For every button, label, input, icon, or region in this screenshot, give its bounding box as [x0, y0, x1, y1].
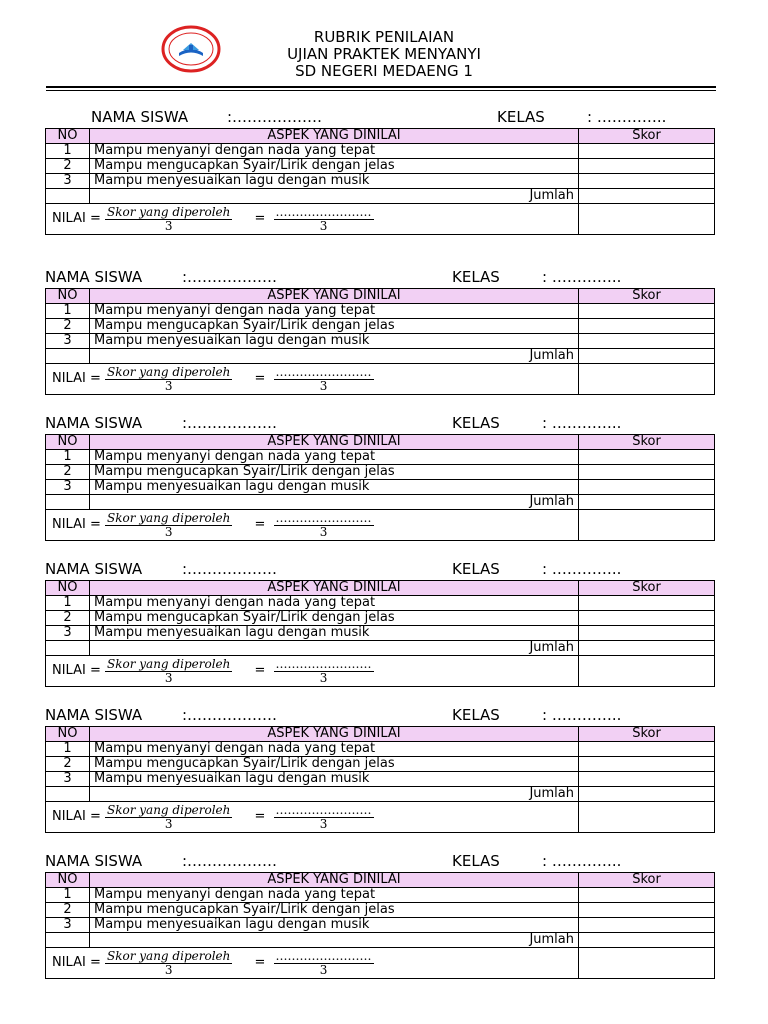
col-skor-header: Skor	[579, 581, 715, 596]
result-denominator: 3	[319, 378, 328, 393]
equals-sign: =	[254, 371, 266, 386]
table-header-row	[46, 129, 715, 144]
result-numerator[interactable]: ……………………	[275, 204, 372, 219]
row-number: 1	[46, 596, 90, 611]
col-skor-header: Skor	[579, 873, 715, 888]
rubric-table	[45, 872, 715, 979]
row-score-cell[interactable]	[579, 480, 715, 495]
result-fraction	[274, 206, 374, 233]
row-number: 1	[46, 888, 90, 903]
table-row	[46, 742, 715, 757]
table-row	[46, 144, 715, 159]
rubric-table	[45, 580, 715, 687]
nama-siswa-label: NAMA SISWA	[45, 852, 143, 870]
row-aspect: Mampu menyesuaikan lagu dengan musik	[90, 918, 579, 933]
col-aspek-header: ASPEK YANG DINILAI	[90, 435, 579, 450]
row-score-cell[interactable]	[579, 159, 715, 174]
result-denominator: 3	[319, 816, 328, 831]
score-fraction	[105, 658, 232, 685]
score-fraction	[105, 366, 232, 393]
nilai-row	[46, 510, 715, 541]
row-score-cell[interactable]	[579, 611, 715, 626]
title-line-3: SD NEGERI MEDAENG 1	[295, 62, 473, 80]
kelas-label: KELAS	[452, 852, 500, 870]
result-numerator[interactable]: ……………………	[275, 656, 372, 671]
row-aspect: Mampu mengucapkan Syair/Lirik dengan jelas	[90, 319, 579, 334]
row-number: 3	[46, 334, 90, 349]
nilai-row	[46, 656, 715, 687]
nilai-score-cell[interactable]	[579, 204, 715, 235]
kelas-field[interactable]: : …………..	[542, 414, 622, 432]
nama-siswa-label: NAMA SISWA	[45, 706, 143, 724]
rubric-table	[45, 434, 715, 541]
nama-siswa-field[interactable]: :………………	[182, 852, 278, 870]
table-row	[46, 626, 715, 641]
rubric-table	[45, 128, 715, 235]
jumlah-empty-cell	[46, 495, 90, 510]
kelas-field[interactable]: : …………..	[587, 108, 667, 126]
row-score-cell[interactable]	[579, 903, 715, 918]
table-row	[46, 918, 715, 933]
row-number: 2	[46, 611, 90, 626]
jumlah-row	[46, 189, 715, 204]
title-line-1: RUBRIK PENILAIAN	[313, 28, 455, 46]
table-row	[46, 174, 715, 189]
title-line-2: UJIAN PRAKTEK MENYANYI	[287, 45, 481, 63]
nilai-label: NILAI =	[52, 371, 101, 386]
table-row	[46, 611, 715, 626]
row-number: 3	[46, 174, 90, 189]
fraction-numerator: Skor yang diperoleh	[107, 656, 231, 671]
row-aspect: Mampu mengucapkan Syair/Lirik dengan jelas	[90, 903, 579, 918]
jumlah-row	[46, 787, 715, 802]
row-aspect: Mampu mengucapkan Syair/Lirik dengan jelas	[90, 757, 579, 772]
row-aspect: Mampu menyesuaikan lagu dengan musik	[90, 174, 579, 189]
jumlah-row	[46, 641, 715, 656]
jumlah-row	[46, 349, 715, 364]
student-rubric-4	[45, 560, 715, 687]
table-row	[46, 450, 715, 465]
jumlah-label: Jumlah	[90, 933, 579, 948]
result-denominator: 3	[319, 524, 328, 539]
row-aspect: Mampu mengucapkan Syair/Lirik dengan jelas	[90, 611, 579, 626]
equals-sign: =	[254, 955, 266, 970]
equals-sign: =	[254, 809, 266, 824]
nama-siswa-field[interactable]: :………………	[182, 268, 278, 286]
row-score-cell[interactable]	[579, 319, 715, 334]
row-number: 1	[46, 304, 90, 319]
row-number: 1	[46, 450, 90, 465]
col-no-header: NO	[46, 289, 90, 304]
jumlah-score-cell[interactable]	[579, 495, 715, 510]
result-denominator: 3	[319, 962, 328, 977]
fraction-numerator: Skor yang diperoleh	[107, 204, 231, 219]
student-rubric-1	[45, 108, 715, 235]
table-row	[46, 465, 715, 480]
jumlah-row	[46, 495, 715, 510]
kelas-field[interactable]: : …………..	[542, 852, 622, 870]
col-skor-header: Skor	[579, 129, 715, 144]
student-info-line	[45, 268, 715, 288]
row-score-cell[interactable]	[579, 757, 715, 772]
col-aspek-header: ASPEK YANG DINILAI	[90, 129, 579, 144]
result-numerator[interactable]: ……………………	[275, 364, 372, 379]
result-fraction	[274, 512, 374, 539]
nama-siswa-label: NAMA SISWA	[45, 414, 143, 432]
nama-siswa-label: NAMA SISWA	[45, 560, 143, 578]
row-number: 2	[46, 903, 90, 918]
col-no-header: NO	[46, 581, 90, 596]
nilai-score-cell[interactable]	[579, 948, 715, 979]
score-fraction	[105, 950, 232, 977]
result-fraction	[274, 804, 374, 831]
row-score-cell[interactable]	[579, 888, 715, 903]
row-score-cell[interactable]	[579, 465, 715, 480]
nilai-score-cell[interactable]	[579, 510, 715, 541]
table-row	[46, 480, 715, 495]
row-aspect: Mampu mengucapkan Syair/Lirik dengan jelas	[90, 465, 579, 480]
result-fraction	[274, 658, 374, 685]
row-number: 2	[46, 465, 90, 480]
result-numerator[interactable]: ……………………	[275, 948, 372, 963]
jumlah-score-cell[interactable]	[579, 189, 715, 204]
jumlah-score-cell[interactable]	[579, 641, 715, 656]
fraction-denominator: 3	[164, 670, 173, 685]
row-score-cell[interactable]	[579, 626, 715, 641]
kelas-field[interactable]: : …………..	[542, 268, 622, 286]
student-rubric-3	[45, 414, 715, 541]
nama-siswa-label: NAMA SISWA	[91, 108, 189, 126]
table-row	[46, 596, 715, 611]
nama-siswa-field[interactable]: :………………	[182, 560, 278, 578]
student-info-line	[45, 108, 715, 128]
nilai-row	[46, 364, 715, 395]
student-rubric-6	[45, 852, 715, 979]
school-logo	[161, 25, 221, 73]
table-row	[46, 757, 715, 772]
row-aspect: Mampu mengucapkan Syair/Lirik dengan jelas	[90, 159, 579, 174]
row-score-cell[interactable]	[579, 742, 715, 757]
kelas-label: KELAS	[452, 560, 500, 578]
score-fraction	[105, 804, 232, 831]
nilai-label: NILAI =	[52, 663, 101, 678]
table-row	[46, 888, 715, 903]
result-numerator[interactable]: ……………………	[275, 802, 372, 817]
jumlah-empty-cell	[46, 641, 90, 656]
document-title	[256, 29, 512, 80]
fraction-numerator: Skor yang diperoleh	[107, 364, 231, 379]
equals-sign: =	[254, 211, 266, 226]
fraction-denominator: 3	[164, 378, 173, 393]
table-header-row	[46, 727, 715, 742]
result-fraction	[274, 366, 374, 393]
jumlah-score-cell[interactable]	[579, 349, 715, 364]
nilai-score-cell[interactable]	[579, 364, 715, 395]
header-rule	[46, 86, 716, 88]
col-no-header: NO	[46, 873, 90, 888]
student-info-line	[45, 414, 715, 434]
table-row	[46, 334, 715, 349]
col-aspek-header: ASPEK YANG DINILAI	[90, 289, 579, 304]
row-score-cell[interactable]	[579, 596, 715, 611]
nama-siswa-field[interactable]: :………………	[227, 108, 323, 126]
row-number: 2	[46, 159, 90, 174]
fraction-numerator: Skor yang diperoleh	[107, 802, 231, 817]
table-header-row	[46, 289, 715, 304]
rubric-table	[45, 726, 715, 833]
col-skor-header: Skor	[579, 289, 715, 304]
result-numerator[interactable]: ……………………	[275, 510, 372, 525]
row-score-cell[interactable]	[579, 174, 715, 189]
jumlah-label: Jumlah	[90, 641, 579, 656]
col-no-header: NO	[46, 129, 90, 144]
row-number: 1	[46, 742, 90, 757]
jumlah-score-cell[interactable]	[579, 933, 715, 948]
jumlah-label: Jumlah	[90, 349, 579, 364]
kelas-label: KELAS	[452, 706, 500, 724]
kelas-label: KELAS	[452, 268, 500, 286]
nilai-label: NILAI =	[52, 809, 101, 824]
jumlah-empty-cell	[46, 787, 90, 802]
rubric-table	[45, 288, 715, 395]
nilai-formula	[46, 802, 579, 833]
row-number: 3	[46, 480, 90, 495]
jumlah-empty-cell	[46, 349, 90, 364]
student-rubric-2	[45, 268, 715, 395]
nilai-formula	[46, 204, 579, 235]
fraction-numerator: Skor yang diperoleh	[107, 510, 231, 525]
jumlah-empty-cell	[46, 189, 90, 204]
nilai-row	[46, 802, 715, 833]
fraction-numerator: Skor yang diperoleh	[107, 948, 231, 963]
result-denominator: 3	[319, 670, 328, 685]
nilai-formula	[46, 364, 579, 395]
row-score-cell[interactable]	[579, 334, 715, 349]
equals-sign: =	[254, 663, 266, 678]
fraction-denominator: 3	[164, 524, 173, 539]
nama-siswa-field[interactable]: :………………	[182, 414, 278, 432]
row-aspect: Mampu menyanyi dengan nada yang tepat	[90, 450, 579, 465]
nilai-score-cell[interactable]	[579, 802, 715, 833]
fraction-denominator: 3	[164, 962, 173, 977]
result-denominator: 3	[319, 218, 328, 233]
nilai-label: NILAI =	[52, 211, 101, 226]
col-aspek-header: ASPEK YANG DINILAI	[90, 581, 579, 596]
col-no-header: NO	[46, 435, 90, 450]
col-aspek-header: ASPEK YANG DINILAI	[90, 873, 579, 888]
table-row	[46, 319, 715, 334]
kelas-field[interactable]: : …………..	[542, 560, 622, 578]
row-score-cell[interactable]	[579, 918, 715, 933]
jumlah-row	[46, 933, 715, 948]
row-aspect: Mampu menyanyi dengan nada yang tepat	[90, 596, 579, 611]
table-header-row	[46, 873, 715, 888]
row-score-cell[interactable]	[579, 144, 715, 159]
student-info-line	[45, 706, 715, 726]
row-aspect: Mampu menyanyi dengan nada yang tepat	[90, 304, 579, 319]
nilai-formula	[46, 948, 579, 979]
row-number: 1	[46, 144, 90, 159]
header-rule-thin	[46, 90, 716, 91]
table-header-row	[46, 581, 715, 596]
student-info-line	[45, 560, 715, 580]
col-skor-header: Skor	[579, 435, 715, 450]
table-header-row	[46, 435, 715, 450]
row-aspect: Mampu menyanyi dengan nada yang tepat	[90, 742, 579, 757]
nilai-row	[46, 948, 715, 979]
score-fraction	[105, 512, 232, 539]
nilai-label: NILAI =	[52, 955, 101, 970]
nilai-label: NILAI =	[52, 517, 101, 532]
row-aspect: Mampu menyanyi dengan nada yang tepat	[90, 888, 579, 903]
col-no-header: NO	[46, 727, 90, 742]
score-fraction	[105, 206, 232, 233]
row-aspect: Mampu menyesuaikan lagu dengan musik	[90, 772, 579, 787]
table-row	[46, 304, 715, 319]
student-rubric-5	[45, 706, 715, 833]
nilai-formula	[46, 510, 579, 541]
nilai-formula	[46, 656, 579, 687]
col-aspek-header: ASPEK YANG DINILAI	[90, 727, 579, 742]
fraction-denominator: 3	[164, 218, 173, 233]
row-number: 2	[46, 757, 90, 772]
row-score-cell[interactable]	[579, 772, 715, 787]
result-fraction	[274, 950, 374, 977]
nilai-score-cell[interactable]	[579, 656, 715, 687]
col-skor-header: Skor	[579, 727, 715, 742]
nama-siswa-label: NAMA SISWA	[45, 268, 143, 286]
kelas-field[interactable]: : …………..	[542, 706, 622, 724]
kelas-label: KELAS	[497, 108, 545, 126]
jumlah-score-cell[interactable]	[579, 787, 715, 802]
jumlah-empty-cell	[46, 933, 90, 948]
row-aspect: Mampu menyesuaikan lagu dengan musik	[90, 626, 579, 641]
nama-siswa-field[interactable]: :………………	[182, 706, 278, 724]
table-row	[46, 159, 715, 174]
kelas-label: KELAS	[452, 414, 500, 432]
row-number: 3	[46, 626, 90, 641]
fraction-denominator: 3	[164, 816, 173, 831]
row-number: 3	[46, 918, 90, 933]
jumlah-label: Jumlah	[90, 189, 579, 204]
row-score-cell[interactable]	[579, 450, 715, 465]
nilai-row	[46, 204, 715, 235]
row-score-cell[interactable]	[579, 304, 715, 319]
row-number: 3	[46, 772, 90, 787]
row-aspect: Mampu menyanyi dengan nada yang tepat	[90, 144, 579, 159]
row-number: 2	[46, 319, 90, 334]
table-row	[46, 772, 715, 787]
jumlah-label: Jumlah	[90, 787, 579, 802]
row-aspect: Mampu menyesuaikan lagu dengan musik	[90, 334, 579, 349]
document-header	[0, 22, 768, 84]
row-aspect: Mampu menyesuaikan lagu dengan musik	[90, 480, 579, 495]
equals-sign: =	[254, 517, 266, 532]
student-info-line	[45, 852, 715, 872]
jumlah-label: Jumlah	[90, 495, 579, 510]
table-row	[46, 903, 715, 918]
